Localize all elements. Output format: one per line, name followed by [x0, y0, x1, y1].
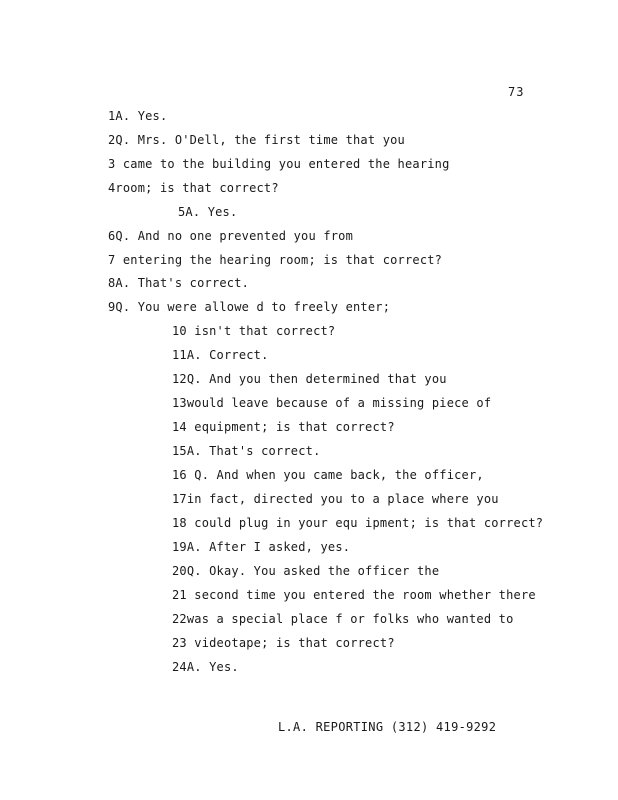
transcript-line-23: 23 videotape; is that correct? [172, 636, 395, 650]
transcript-line-5: 5A. Yes. [178, 205, 238, 219]
page-number: 73 [508, 85, 525, 99]
transcript-line-9: 9Q. You were allowe d to freely enter; [108, 300, 391, 314]
transcript-line-1: 1A. Yes. [108, 109, 168, 123]
transcript-line-21: 21 second time you entered the room whether there [172, 588, 536, 602]
transcript-line-14: 14 equipment; is that correct? [172, 420, 395, 434]
transcript-line-22: 22was a special place f or folks who wanted to [172, 612, 514, 626]
transcript-line-10: 10 isn't that correct? [172, 324, 336, 338]
transcript-line-18: 18 could plug in your equ ipment; is that correct? [172, 516, 544, 530]
transcript-line-15: 15A. That's correct. [172, 444, 321, 458]
transcript-line-4: 4room; is that correct? [108, 181, 279, 195]
transcript-line-20: 20Q. Okay. You asked the officer the [172, 564, 440, 578]
transcript-line-3: 3 came to the building you entered the hearing [108, 157, 450, 171]
transcript-line-24: 24A. Yes. [172, 660, 239, 674]
transcript-line-12: 12Q. And you then determined that you [172, 372, 447, 386]
transcript-line-17: 17in fact, directed you to a place where you [172, 492, 499, 506]
transcript-line-2: 2Q. Mrs. O'Dell, the first time that you [108, 133, 405, 147]
transcript-line-13: 13would leave because of a missing piece of [172, 396, 492, 410]
transcript-line-7: 7 entering the hearing room; is that correct? [108, 253, 443, 267]
reporter-footer: L.A. REPORTING (312) 419-9292 [278, 720, 497, 734]
transcript-line-19: 19A. After I asked, yes. [172, 540, 351, 554]
transcript-line-16: 16 Q. And when you came back, the officer, [172, 468, 484, 482]
transcript-line-6: 6Q. And no one prevented you from [108, 229, 354, 243]
transcript-line-8: 8A. That's correct. [108, 276, 250, 290]
transcript-line-11: 11A. Correct. [172, 348, 269, 362]
